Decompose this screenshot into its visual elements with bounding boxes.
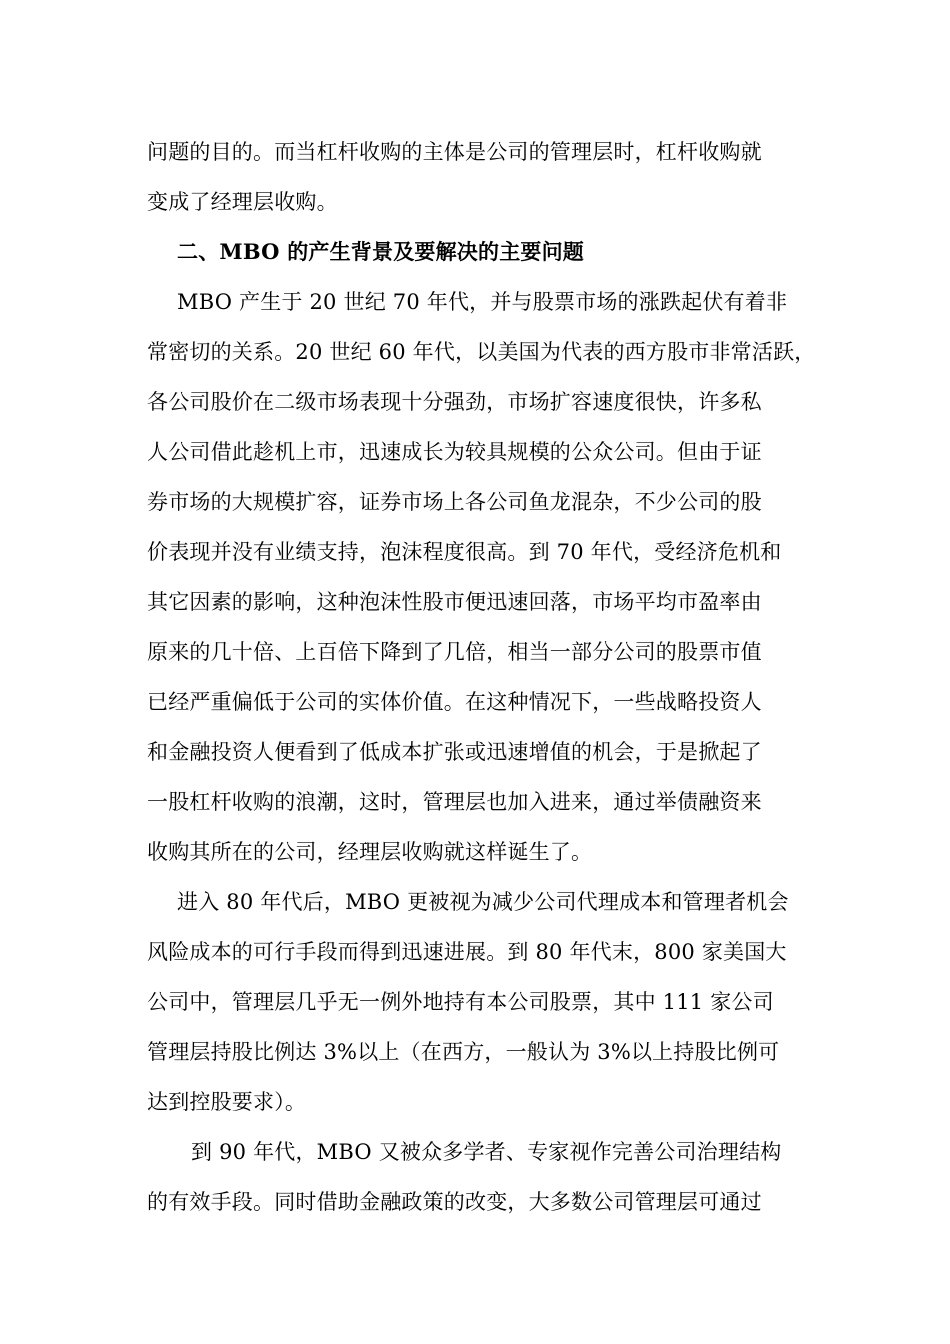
paragraph-line: 券市场的大规模扩容，证券市场上各公司鱼龙混杂，不少公司的股: [147, 490, 762, 514]
paragraph-line: 常密切的关系。20 世纪 60 年代，以美国为代表的西方股市非常活跃，: [147, 340, 816, 364]
paragraph-line: 管理层持股比例达 3%以上（在西方，一般认为 3%以上持股比例可: [147, 1040, 780, 1064]
paragraph-line: 问题的目的。而当杠杆收购的主体是公司的管理层时，杠杆收购就: [147, 140, 762, 164]
paragraph-line: 已经严重偏低于公司的实体价值。在这种情况下，一些战略投资人: [147, 690, 762, 714]
paragraph-line: 达到控股要求）。: [147, 1090, 307, 1114]
paragraph-line: 一股杠杆收购的浪潮，这时，管理层也加入进来，通过举债融资来: [147, 790, 762, 814]
paragraph-line: 价表现并没有业绩支持，泡沫程度很高。到 70 年代，受经济危机和: [147, 540, 782, 564]
paragraph-line: 风险成本的可行手段而得到迅速进展。到 80 年代末，800 家美国大: [147, 940, 787, 964]
paragraph-line: 收购其所在的公司，经理层收购就这样诞生了。: [147, 840, 593, 864]
paragraph-line: 各公司股价在二级市场表现十分强劲，市场扩容速度很快，许多私: [147, 390, 762, 414]
paragraph-line: 公司中，管理层几乎无一例外地持有本公司股票，其中 111 家公司: [147, 990, 774, 1014]
paragraph-line: 人公司借此趁机上市，迅速成长为较具规模的公众公司。但由于证: [147, 440, 762, 464]
paragraph-line: 进入 80 年代后，MBO 更被视为减少公司代理成本和管理者机会: [177, 890, 789, 914]
paragraph-line: 原来的几十倍、上百倍下降到了几倍，相当一部分公司的股票市值: [147, 640, 762, 664]
paragraph-line: 其它因素的影响，这种泡沫性股市便迅速回落，市场平均市盈率由: [147, 590, 762, 614]
paragraph-line: 到 90 年代，MBO 又被众多学者、专家视作完善公司治理结构: [191, 1140, 782, 1164]
paragraph-line: 和金融投资人便看到了低成本扩张或迅速增值的机会，于是掀起了: [147, 740, 762, 764]
paragraph-line: 变成了经理层收购。: [147, 190, 338, 214]
paragraph-line: 的有效手段。同时借助金融政策的改变，大多数公司管理层可通过: [147, 1190, 762, 1214]
section-heading: 二、MBO 的产生背景及要解决的主要问题: [177, 239, 584, 264]
paragraph-line: MBO 产生于 20 世纪 70 年代，并与股票市场的涨跌起伏有着非: [177, 290, 788, 314]
